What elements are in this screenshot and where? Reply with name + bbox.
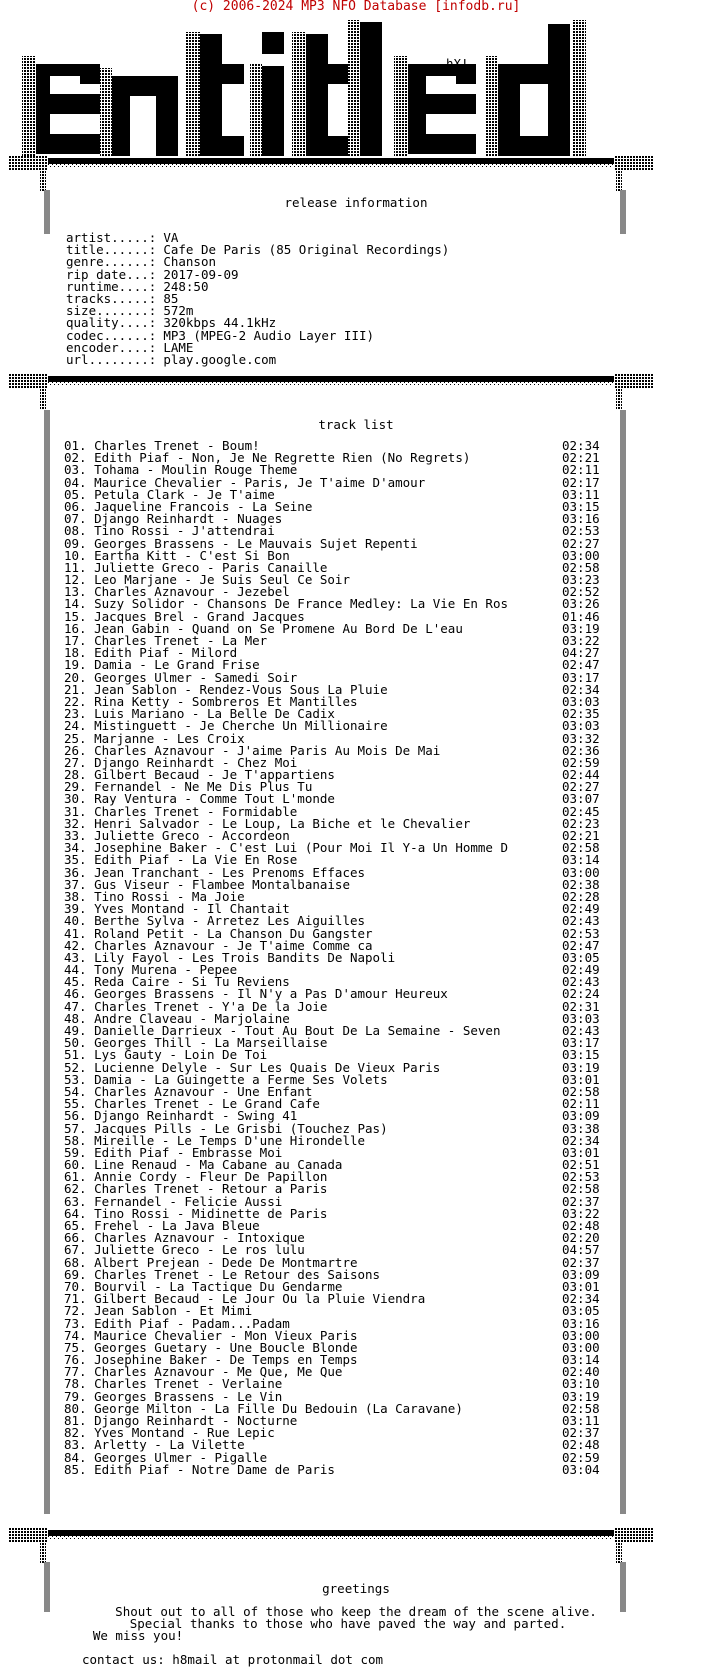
track-duration: 02:28 [562,888,600,904]
track-duration: 02:31 [562,998,600,1014]
track-duration: 03:38 [562,1120,600,1136]
track-duration: 03:01 [562,1144,600,1160]
track-title: 13. Charles Aznavour - Jezebel [64,584,290,600]
track-duration: 02:37 [562,1254,600,1270]
track-title: 49. Danielle Darrieux - Tout Au Bout De La Semaine - Seven [64,1023,501,1038]
release-field-label: url........: [66,351,157,367]
track-duration: 04:57 [562,1242,600,1258]
track-title: 61. Annie Cordy - Fleur De Papillon [64,1169,328,1185]
release-field-value: Cafe De Paris (85 Original Recordings) [163,242,450,258]
track-duration: 03:23 [562,572,600,588]
track-duration: 03:04 [562,1461,600,1477]
track-duration: 03:14 [562,852,600,868]
release-field-label: artist.....: [66,230,157,245]
track-title: 45. Reda Caire - Si Tu Reviens [64,974,290,990]
track-title: 22. Rina Ketty - Sombreros Et Mantilles [64,693,358,709]
track-title: 30. Ray Ventura - Comme Tout L'monde [64,791,335,807]
section-divider-tracklist [0,374,712,410]
track-duration: 02:24 [562,986,600,1002]
track-title: 03. Tohama - Moulin Rouge Theme [64,462,298,478]
release-field-value: 85 [163,290,179,306]
track-title: 41. Roland Petit - La Chanson Du Gangster [64,925,373,941]
greeting-line: We miss you! [92,1628,184,1643]
track-title: 32. Henri Salvador - Le Loup, La Biche et le Chevalier [64,815,471,831]
release-field-label: runtime....: [66,278,157,294]
track-title: 57. Jacques Pills - Le Grisbi (Touchez Pas) [64,1120,388,1136]
track-title: 63. Fernandel - Felicie Aussi [64,1193,283,1209]
nfo-credit: (c) 2006-2024 MP3 NFO Database [infodb.ru] [191,0,521,14]
track-duration: 02:34 [562,438,600,453]
track-title: 62. Charles Trenet - Retour a Paris [64,1181,328,1197]
release-field-value: 2017-09-09 [163,266,239,282]
release-field-label: rip date...: [66,266,157,282]
track-title: 80. George Milton - La Fille Du Bedouin (La Caravane) [64,1400,463,1416]
track-duration: 02:34 [562,1291,600,1307]
track-title: 48. Andre Claveau - Marjolaine [64,1010,290,1026]
track-title: 33. Juliette Greco - Accordeon [64,828,290,843]
track-duration: 02:58 [562,559,600,575]
track-duration: 03:11 [562,486,600,502]
track-title: 59. Edith Piaf - Embrasse Moi [64,1144,283,1160]
track-duration: 02:59 [562,1449,600,1465]
track-duration: 03:03 [562,718,600,734]
track-title: 71. Gilbert Becaud - Le Jour Ou la Pluie Viendra [64,1291,426,1307]
release-field-label: tracks.....: [66,290,157,306]
track-title: 11. Juliette Greco - Paris Canaille [64,559,328,575]
track-title: 52. Lucienne Delyle - Sur Les Quais De Vieux Paris [64,1059,441,1075]
track-title: 64. Tino Rossi - Midinette de Paris [64,1205,328,1221]
track-duration: 03:01 [562,1278,600,1294]
track-duration: 02:58 [562,840,600,856]
track-title: 43. Lily Fayol - Les Trois Bandits De Napoli [64,949,396,965]
track-duration: 02:52 [562,584,600,600]
track-title: 24. Mistinguett - Je Cherche Un Millionaire [64,718,388,734]
track-duration: 03:19 [562,1059,600,1075]
track-duration: 02:37 [562,1425,600,1441]
track-duration: 03:03 [562,1010,600,1026]
track-title: 51. Lys Gauty - Loin De Toi [64,1047,268,1063]
track-duration: 02:48 [562,1437,600,1453]
track-title: 46. Georges Brassens - Il N'y a Pas D'amour Heureux [64,986,448,1002]
track-title: 39. Yves Montand - Il Chantait [64,901,290,917]
track-title: 74. Maurice Chevalier - Mon Vieux Paris [64,1327,358,1343]
track-title: 29. Fernandel - Ne Me Dis Plus Tu [64,779,313,795]
track-title: 10. Eartha Kitt - C'est Si Bon [64,547,290,563]
track-title: 08. Tino Rossi - J'attendrai [64,523,275,539]
track-duration: 02:43 [562,1023,600,1038]
track-duration: 02:40 [562,1364,600,1380]
track-title: 36. Jean Tranchant - Les Prenoms Effaces [64,864,366,880]
track-row [64,1461,624,1477]
track-duration: 02:37 [562,1193,600,1209]
track-duration: 03:11 [562,1413,600,1428]
track-duration: 02:58 [562,1083,600,1099]
track-duration: 03:15 [562,498,600,514]
track-duration: 02:21 [562,450,600,466]
track-title: 84. Georges Ulmer - Pigalle [64,1449,268,1465]
track-duration: 03:16 [562,511,600,527]
track-title: 44. Tony Murena - Pepee [64,962,238,978]
logo-tag: hX! [446,56,469,71]
track-duration: 02:34 [562,681,600,697]
track-title: 78. Charles Trenet - Verlaine [64,1376,283,1392]
track-duration: 02:53 [562,925,600,941]
track-duration: 02:45 [562,803,600,819]
track-title: 82. Yves Montand - Rue Lepic [64,1425,275,1441]
track-title: 65. Frehel - La Java Bleue [64,1218,260,1233]
track-title: 73. Edith Piaf - Padam...Padam [64,1315,290,1331]
track-title: 38. Tino Rossi - Ma Joie [64,888,245,904]
track-title: 60. Line Renaud - Ma Cabane au Canada [64,1157,343,1173]
track-title: 01. Charles Trenet - Boum! [64,438,260,453]
section-divider-greetings [0,1528,712,1564]
track-duration: 02:49 [562,962,600,978]
track-title: 04. Maurice Chevalier - Paris, Je T'aime D'amour [64,474,426,490]
release-field-value: play.google.com [163,351,277,367]
release-field-label: genre......: [66,254,157,270]
track-duration: 02:11 [562,1096,600,1112]
track-title: 26. Charles Aznavour - J'aime Paris Au Mois De Mai [64,742,441,758]
track-duration: 03:09 [562,1266,600,1282]
track-title: 06. Jaqueline Francois - La Seine [64,498,313,514]
track-duration: 03:00 [562,1327,600,1343]
release-field-label: title......: [66,242,157,258]
track-title: 16. Jean Gabin - Quand on Se Promene Au Bord De L'eau [64,620,463,636]
track-duration: 02:49 [562,901,600,917]
track-title: 23. Luis Mariano - La Belle De Cadix [64,706,335,722]
track-duration: 01:46 [562,608,600,624]
track-duration: 03:26 [562,596,600,612]
release-field-label: quality....: [66,315,157,331]
track-title: 28. Gilbert Becaud - Je T'appartiens [64,767,335,783]
section-divider-top [0,156,712,192]
release-field-value: 248:50 [163,278,209,294]
track-duration: 03:15 [562,1047,600,1063]
track-duration: 02:53 [562,1169,600,1185]
track-title: 54. Charles Aznavour - Une Enfant [64,1083,313,1099]
track-title: 21. Jean Sablon - Rendez-Vous Sous La Pluie [64,681,388,697]
track-duration: 02:43 [562,913,600,929]
track-title: 83. Arletty - La Vilette [64,1437,245,1453]
release-field-label: size.......: [66,303,157,319]
track-duration: 02:27 [562,779,600,795]
track-duration: 02:44 [562,767,600,783]
track-duration: 03:07 [562,791,600,807]
track-duration: 02:35 [562,706,600,722]
track-duration: 03:01 [562,1071,600,1087]
track-duration: 03:10 [562,1376,600,1392]
track-duration: 02:51 [562,1157,600,1173]
track-duration: 02:21 [562,828,600,843]
release-info-title: release information [284,195,428,210]
track-title: 50. Georges Thill - La Marseillaise [64,1035,328,1051]
track-duration: 02:36 [562,742,600,758]
track-title: 85. Edith Piaf - Notre Dame de Paris [64,1461,335,1477]
track-title: 12. Leo Marjane - Je Suis Seul Ce Soir [64,572,350,588]
track-duration: 03:05 [562,949,600,965]
track-list [64,440,624,1476]
track-duration: 02:20 [562,1230,600,1246]
track-duration: 03:22 [562,1205,600,1221]
track-title: 15. Jacques Brel - Grand Jacques [64,608,305,624]
greeting-line: Special thanks to those who have paved the way and parted. [129,1616,567,1631]
track-duration: 02:53 [562,523,600,539]
entitled-ascii-logo [0,16,712,156]
release-field-value: Chanson [163,254,216,270]
track-title: 42. Charles Aznavour - Je T'aime Comme ca [64,937,373,953]
track-duration: 02:59 [562,754,600,770]
greetings-title: greetings [322,1581,390,1596]
track-title: 18. Edith Piaf - Milord [64,645,238,661]
track-title: 58. Mireille - Le Temps D'une Hirondelle [64,1132,366,1148]
track-title: 68. Albert Prejean - Dede De Montmartre [64,1254,358,1270]
track-title: 56. Django Reinhardt - Swing 41 [64,1108,298,1124]
track-title: 53. Damia - La Guingette a Ferme Ses Volets [64,1071,388,1087]
track-title: 02. Edith Piaf - Non, Je Ne Regrette Rien (No Regrets) [64,450,471,466]
box-left-edge [44,410,50,1514]
track-duration: 02:47 [562,657,600,673]
tracklist-title: track list [318,417,394,432]
track-title: 67. Juliette Greco - Le ros lulu [64,1242,305,1258]
track-title: 40. Berthe Sylva - Arretez Les Aiguilles [64,913,366,929]
release-field-value: 572m [163,303,194,319]
release-field-label: encoder....: [66,339,157,355]
track-duration: 02:17 [562,474,600,490]
track-title: 79. Georges Brassens - Le Vin [64,1388,283,1404]
track-title: 81. Django Reinhardt - Nocturne [64,1413,298,1428]
track-duration: 02:34 [562,1132,600,1148]
track-duration: 03:14 [562,1352,600,1368]
track-title: 31. Charles Trenet - Formidable [64,803,298,819]
track-duration: 04:27 [562,645,600,661]
release-field-value: LAME [163,339,194,355]
release-field-value: MP3 (MPEG-2 Audio Layer III) [163,327,375,343]
contact-line: contact us: h8mail at protonmail dot com [82,1652,384,1667]
track-title: 20. Georges Ulmer - Samedi Soir [64,669,298,685]
track-duration: 02:58 [562,1181,600,1197]
track-title: 25. Marjanne - Les Croix [64,730,245,746]
track-title: 19. Damia - Le Grand Frise [64,657,260,673]
track-title: 47. Charles Trenet - Y'a De la Joie [64,998,328,1014]
release-field-label: codec......: [66,327,157,343]
track-duration: 03:00 [562,547,600,563]
track-title: 77. Charles Aznavour - Me Que, Me Que [64,1364,343,1380]
track-title: 09. Georges Brassens - Le Mauvais Sujet Repenti [64,535,418,551]
release-field-value: VA [163,230,179,245]
track-duration: 02:48 [562,1218,600,1233]
track-duration: 02:11 [562,462,600,478]
track-title: 27. Django Reinhardt - Chez Moi [64,754,298,770]
track-title: 37. Gus Viseur - Flambee Montalbanaise [64,876,350,892]
track-duration: 03:17 [562,669,600,685]
release-field-value: 320kbps 44.1kHz [163,315,277,331]
track-duration: 03:09 [562,1108,600,1124]
track-title: 70. Bourvil - La Tactique Du Gendarme [64,1278,343,1294]
track-duration: 02:23 [562,815,600,831]
track-duration: 03:00 [562,1339,600,1355]
track-title: 75. Georges Guetary - Une Boucle Blonde [64,1339,358,1355]
track-duration: 02:47 [562,937,600,953]
track-duration: 03:00 [562,864,600,880]
track-title: 34. Josephine Baker - C'est Lui (Pour Moi Il Y-a Un Homme D [64,840,509,856]
track-duration: 03:17 [562,1035,600,1051]
track-duration: 03:22 [562,633,600,648]
track-duration: 03:19 [562,1388,600,1404]
track-duration: 03:03 [562,693,600,709]
track-duration: 03:32 [562,730,600,746]
track-title: 76. Josephine Baker - De Temps en Temps [64,1352,358,1368]
release-field [66,351,449,367]
track-duration: 03:05 [562,1303,600,1319]
track-title: 17. Charles Trenet - La Mer [64,633,268,648]
track-title: 69. Charles Trenet - Le Retour des Saisons [64,1266,381,1282]
release-info [66,232,449,366]
track-title: 72. Jean Sablon - Et Mimi [64,1303,253,1319]
track-title: 55. Charles Trenet - Le Grand Cafe [64,1096,320,1112]
track-duration: 02:27 [562,535,600,551]
track-duration: 02:38 [562,876,600,892]
track-title: 66. Charles Aznavour - Intoxique [64,1230,305,1246]
track-duration: 02:58 [562,1400,600,1416]
greeting-line: Shout out to all of those who keep the dream of the scene alive. [115,1604,597,1619]
track-title: 14. Suzy Solidor - Chansons De France Medley: La Vie En Ros [64,596,509,612]
track-title: 07. Django Reinhardt - Nuages [64,511,283,527]
track-duration: 03:19 [562,620,600,636]
track-title: 05. Petula Clark - Je T'aime [64,486,275,502]
track-duration: 03:16 [562,1315,600,1331]
track-duration: 02:43 [562,974,600,990]
track-title: 35. Edith Piaf - La Vie En Rose [64,852,298,868]
